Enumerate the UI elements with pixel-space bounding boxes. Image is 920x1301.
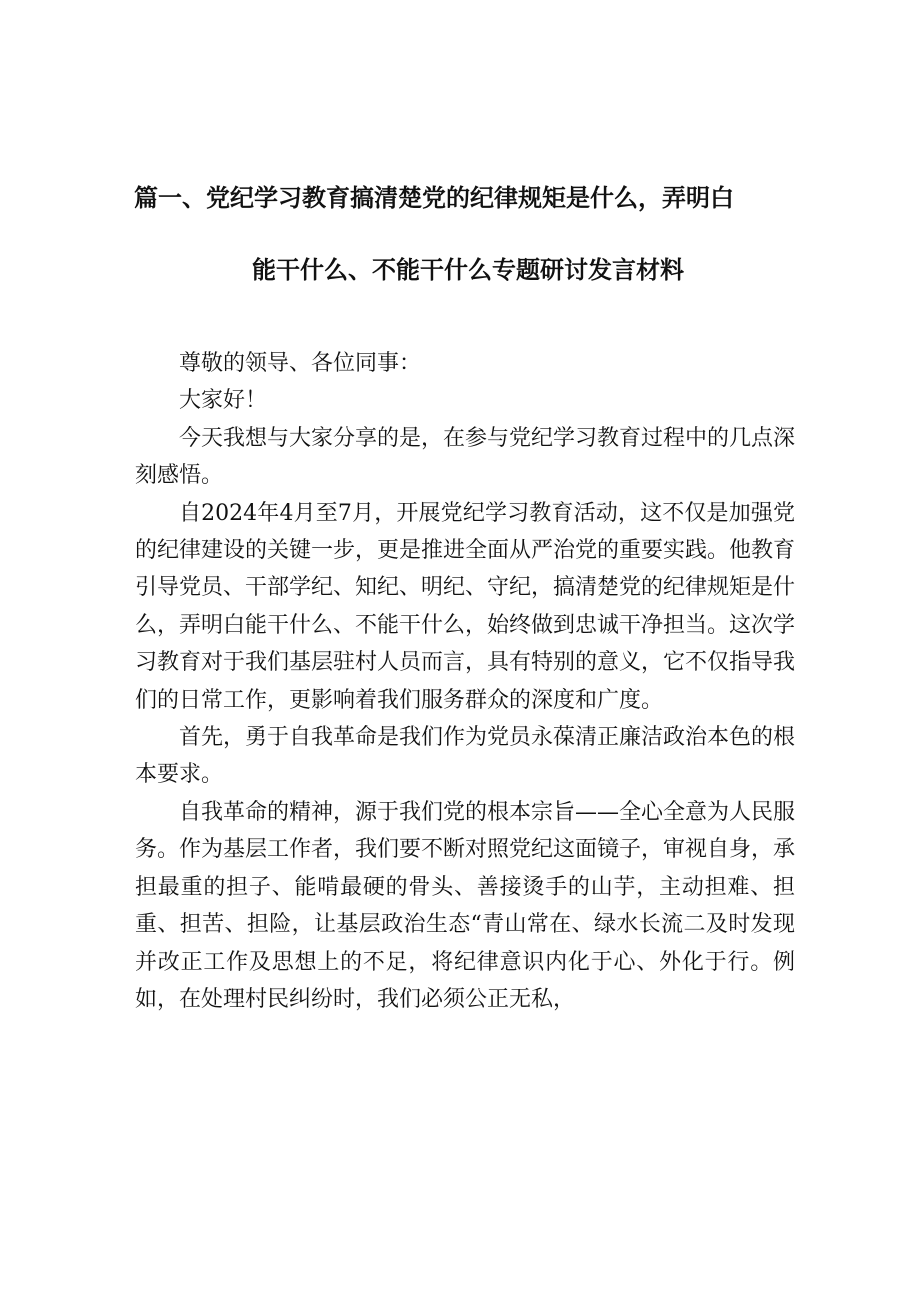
body-paragraph: 今天我想与大家分享的是，在参与党纪学习教育过程中的几点深刻感悟。 (135, 425, 796, 489)
body-paragraph: 首先，勇于自我革命是我们作为党员永葆清正廉洁政治本色的根本要求。 (135, 725, 796, 788)
greeting: 大家好！ (179, 388, 268, 414)
document-body (135, 345, 795, 1018)
salutation: 尊敬的领导、各位同事： (179, 351, 422, 376)
document-title-line-1: 篇一、党纪学习教育搞清楚党的纪律规矩是什么，弄明白 (134, 184, 734, 212)
document-title-line-2: 能干什么、不能干什么专题研讨发言材料 (252, 256, 684, 284)
body-paragraph: 自我革命的精神，源于我们党的根本宗旨——全心全意为人民服务。作为基层工作者，我们要不断对照党纪这面镜子，审视自身，承担最重的担子、能啃最硬的骨头、善接烫手的山芋，主动担难、担重、担苦、担险，让基层政治生态“青山常在、绿水长流二及时发现并改正工作及思想上的不足，将纪律意识内化于心、外化于行。例如，在处理村民纠纷时，我们必须公正无私， (135, 799, 796, 1012)
body-paragraph: 自2024年4月至7月，开展党纪学习教育活动，这不仅是加强党的纪律建设的关键一步，更是推进全面从严治党的重要实践。他教育引导党员、干部学纪、知纪、明纪、守纪，搞清楚党的纪律规矩是什么，弄明白能干什么、不能干什么，始终做到忠诚干净担当。这次学习教育对于我们基层驻村人员而言，具有特别的意义，它不仅指导我们的日常工作，更影响着我们服务群众的深度和广度。 (135, 500, 796, 713)
